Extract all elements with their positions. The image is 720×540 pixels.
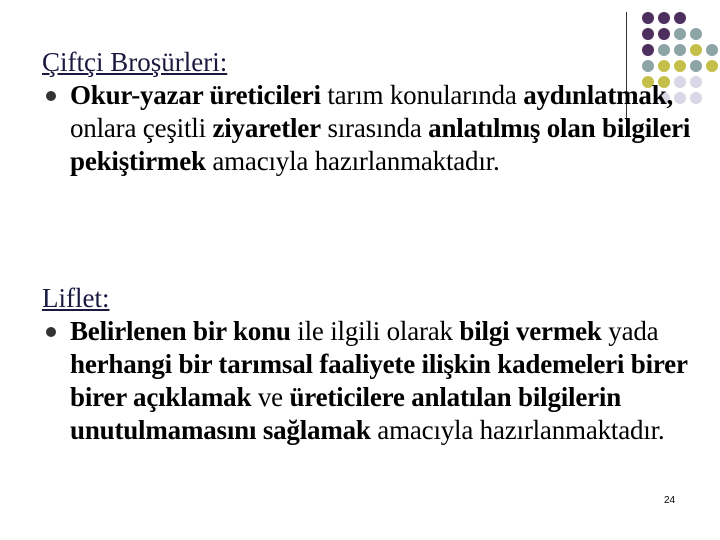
- decorative-dot: [706, 12, 718, 24]
- bullet-paragraph-1: [42, 79, 692, 178]
- text-segment: tarım konularında: [320, 80, 524, 110]
- text-segment: yada: [601, 316, 659, 346]
- text-segment: Okur-yazar üreticileri: [70, 80, 321, 110]
- text-segment: herhangi bir tarımsal faaliyete ilişkin kademeleri birer birer açıklamak: [70, 349, 688, 412]
- section-ciftci-brosurleri: [42, 46, 692, 178]
- text-segment: amacıyla hazırlanmaktadır.: [370, 415, 665, 445]
- heading-ciftci-brosurleri: Çiftçi Broşürleri:: [42, 47, 228, 77]
- text-segment: sırasında: [320, 113, 429, 143]
- text-segment: Belirlenen bir konu: [70, 316, 291, 346]
- text-segment: anlatılmış olan bilgileri pekiştirmek: [70, 113, 691, 176]
- bullet-icon: [46, 91, 56, 101]
- bullet-paragraph-2: [42, 315, 692, 447]
- text-segment: ziyaretler: [212, 113, 321, 143]
- decorative-dot: [706, 44, 718, 56]
- decorative-dot: [706, 92, 718, 104]
- decorative-dot: [706, 60, 718, 72]
- text-segment: aydınlatmak,: [523, 80, 674, 110]
- decorative-dot: [690, 28, 702, 40]
- decorative-dot: [706, 28, 718, 40]
- section-liflet: [42, 282, 692, 447]
- decorative-dot: [642, 12, 654, 24]
- text-segment: ile ilgili olarak: [290, 316, 460, 346]
- heading-liflet: Liflet:: [42, 283, 110, 313]
- decorative-dot: [658, 28, 670, 40]
- page-number: 24: [664, 495, 676, 506]
- text-segment: bilgi vermek: [459, 316, 602, 346]
- paragraph-1-text: [70, 80, 690, 176]
- decorative-dot: [690, 12, 702, 24]
- decorative-dot: [706, 76, 718, 88]
- paragraph-2-text: [70, 316, 687, 445]
- bullet-icon: [46, 327, 56, 337]
- decorative-dot: [674, 28, 686, 40]
- text-segment: üreticilere anlatılan bilgilerin unutulmamasını sağlamak: [70, 382, 622, 445]
- text-segment: onlara çeşitli: [70, 113, 213, 143]
- decorative-dot: [658, 12, 670, 24]
- decorative-dot: [642, 28, 654, 40]
- decorative-dot: [674, 12, 686, 24]
- text-segment: amacıyla hazırlanmaktadır.: [205, 146, 500, 176]
- text-segment: ve: [251, 382, 290, 412]
